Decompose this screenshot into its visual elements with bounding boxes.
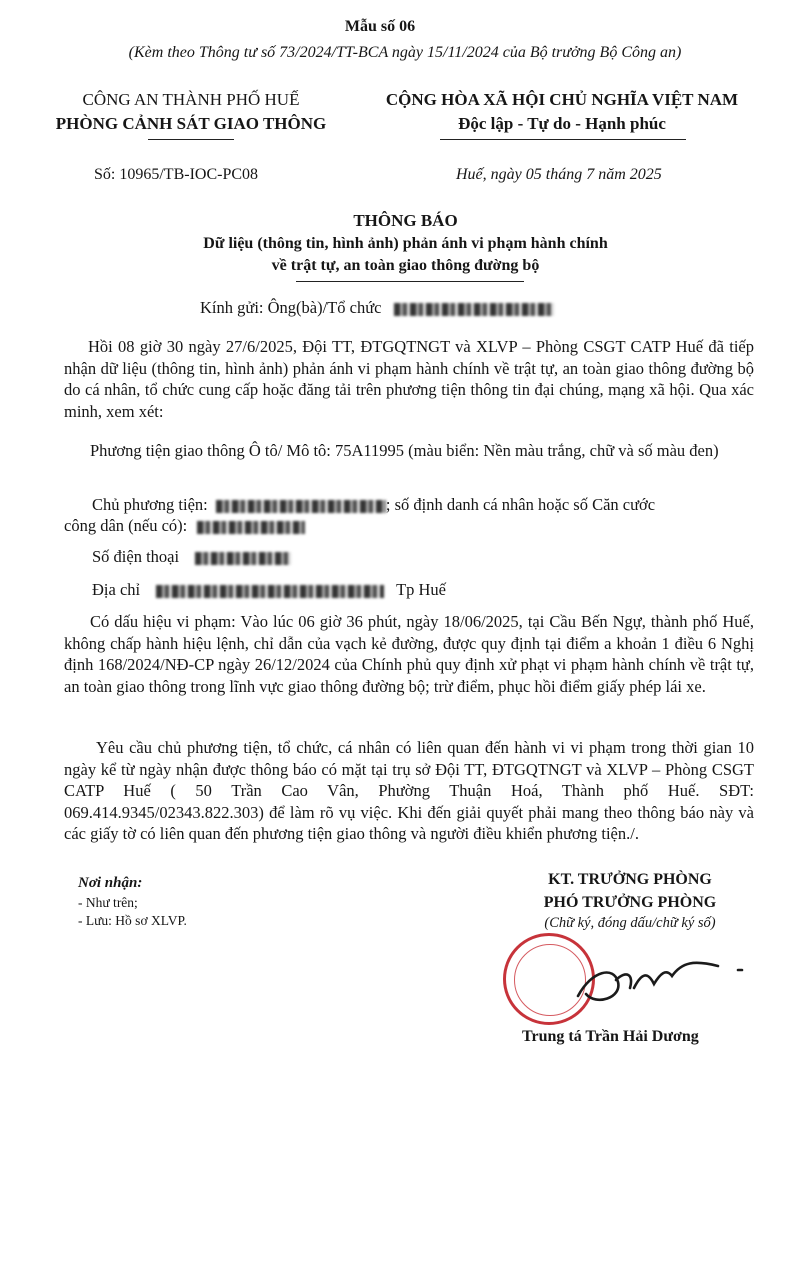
form-attachment-note: (Kèm theo Thông tư số 73/2024/TT-BCA ngày 15/11/2024 của Bộ trưởng Bộ Công an): [128, 44, 682, 61]
redacted-recipient: [394, 303, 554, 316]
form-number: Mẫu số 06: [344, 18, 416, 35]
phone-line: [92, 547, 291, 567]
signature-title-1: KT. TRƯỞNG PHÒNG: [548, 871, 712, 888]
document-subtitle-line1: Dữ liệu (thông tin, hình ảnh) phản ánh vi phạm hành chính: [203, 235, 608, 252]
owner-line: [92, 495, 655, 515]
redacted-owner-name: [216, 500, 386, 513]
phone-label: Số điện thoại: [92, 547, 180, 566]
document-subtitle-line2: về trật tự, an toàn giao thông đường bộ: [271, 257, 540, 274]
request-paragraph: Yêu cầu chủ phương tiện, tổ chức, cá nhân có liên quan đến hành vi vi phạm trong thời gian 10 ngày kể từ ngày nhận được thông báo có mặt tại trụ sở Đội TT, ĐTGQTNGT và XLVP – Phòng CSGT CATP Huế ( 50 Trần Cao Vân, Phường Thuận Hoá, Thành phố Huế. SĐT: 069.414.9345/02343.822.303) để làm rõ vụ việc. Khi đến giải quyết phải mang theo thông báo này và các giấy tờ có liên quan đến phương tiện giao thông và người điều khiển phương tiện./.: [64, 738, 754, 844]
document-number: Số: 10965/TB-IOC-PC08: [94, 166, 259, 183]
id-line: [64, 516, 305, 536]
violation-paragraph: Có dấu hiệu vi phạm: Vào lúc 06 giờ 36 phút, ngày 18/06/2025, tại Cầu Bến Ngự, thành phố Huế, không chấp hành hiệu lệnh, chỉ dẫn của vạch kẻ đường, được quy định tại điểm a khoản 1 điều 6 Nghị định 168/2024/NĐ-CP ngày 26/12/2024 của Chính phủ quy định xử phạt vi phạm hành chính về trật tự, an toàn giao thông trong lĩnh vực giao thông đường bộ; trừ điểm, phục hồi điểm giấy phép lái xe.: [64, 612, 754, 696]
department-name: PHÒNG CẢNH SÁT GIAO THÔNG: [55, 114, 327, 133]
motto-underline: [440, 139, 686, 140]
redacted-phone: [195, 552, 291, 565]
handwritten-signature: [568, 948, 748, 1020]
national-title: CỘNG HÒA XÃ HỘI CHỦ NGHĨA VIỆT NAM: [385, 90, 739, 109]
address-city: Tp Huế: [396, 580, 447, 599]
document-title: THÔNG BÁO: [353, 211, 458, 230]
agency-name: CÔNG AN THÀNH PHỐ HUẾ: [82, 90, 300, 109]
national-motto: Độc lập - Tự do - Hạnh phúc: [458, 114, 666, 133]
id-label: công dân (nếu có):: [64, 516, 188, 535]
owner-label: Chủ phương tiện:: [92, 495, 208, 514]
recipient-label: Kính gửi: Ông(bà)/Tổ chức: [200, 298, 382, 317]
recipients-item-2: - Lưu: Hồ sơ XLVP.: [78, 913, 187, 928]
signer-name: Trung tá Trần Hải Dương: [522, 1028, 699, 1045]
title-underline: [296, 281, 524, 282]
issue-date: Huế, ngày 05 tháng 7 năm 2025: [456, 166, 662, 183]
signature-title-2: PHÓ TRƯỞNG PHÒNG: [543, 894, 717, 911]
address-label: Địa chỉ: [92, 580, 141, 599]
redacted-address: [156, 585, 384, 598]
signature-note: (Chữ ký, đóng dấu/chữ ký số): [544, 915, 716, 931]
address-line: [92, 580, 446, 600]
recipients-title: Nơi nhận:: [78, 875, 143, 891]
left-header-rule: [148, 139, 234, 140]
redacted-id-number: [197, 521, 305, 534]
intro-paragraph: Hồi 08 giờ 30 ngày 27/6/2025, Đội TT, ĐTGQTNGT và XLVP – Phòng CSGT CATP Huế đã tiếp nhận dữ liệu (thông tin, hình ảnh) phản ánh vi phạm hành chính về trật tự, an toàn giao thông đường bộ do cá nhân, tổ chức cung cấp hoặc đăng tải trên phương tiện thông tin đại chúng, mạng xã hội. Qua xác minh, xem xét:: [64, 337, 754, 421]
owner-tail: ; số định danh cá nhân hoặc số Căn cước: [385, 495, 656, 514]
recipient-line: [200, 298, 554, 318]
recipients-item-1: - Như trên;: [78, 895, 138, 910]
vehicle-paragraph: Phương tiện giao thông Ô tô/ Mô tô: 75A11995 (màu biển: Nền màu trắng, chữ và số màu đen): [90, 441, 719, 460]
